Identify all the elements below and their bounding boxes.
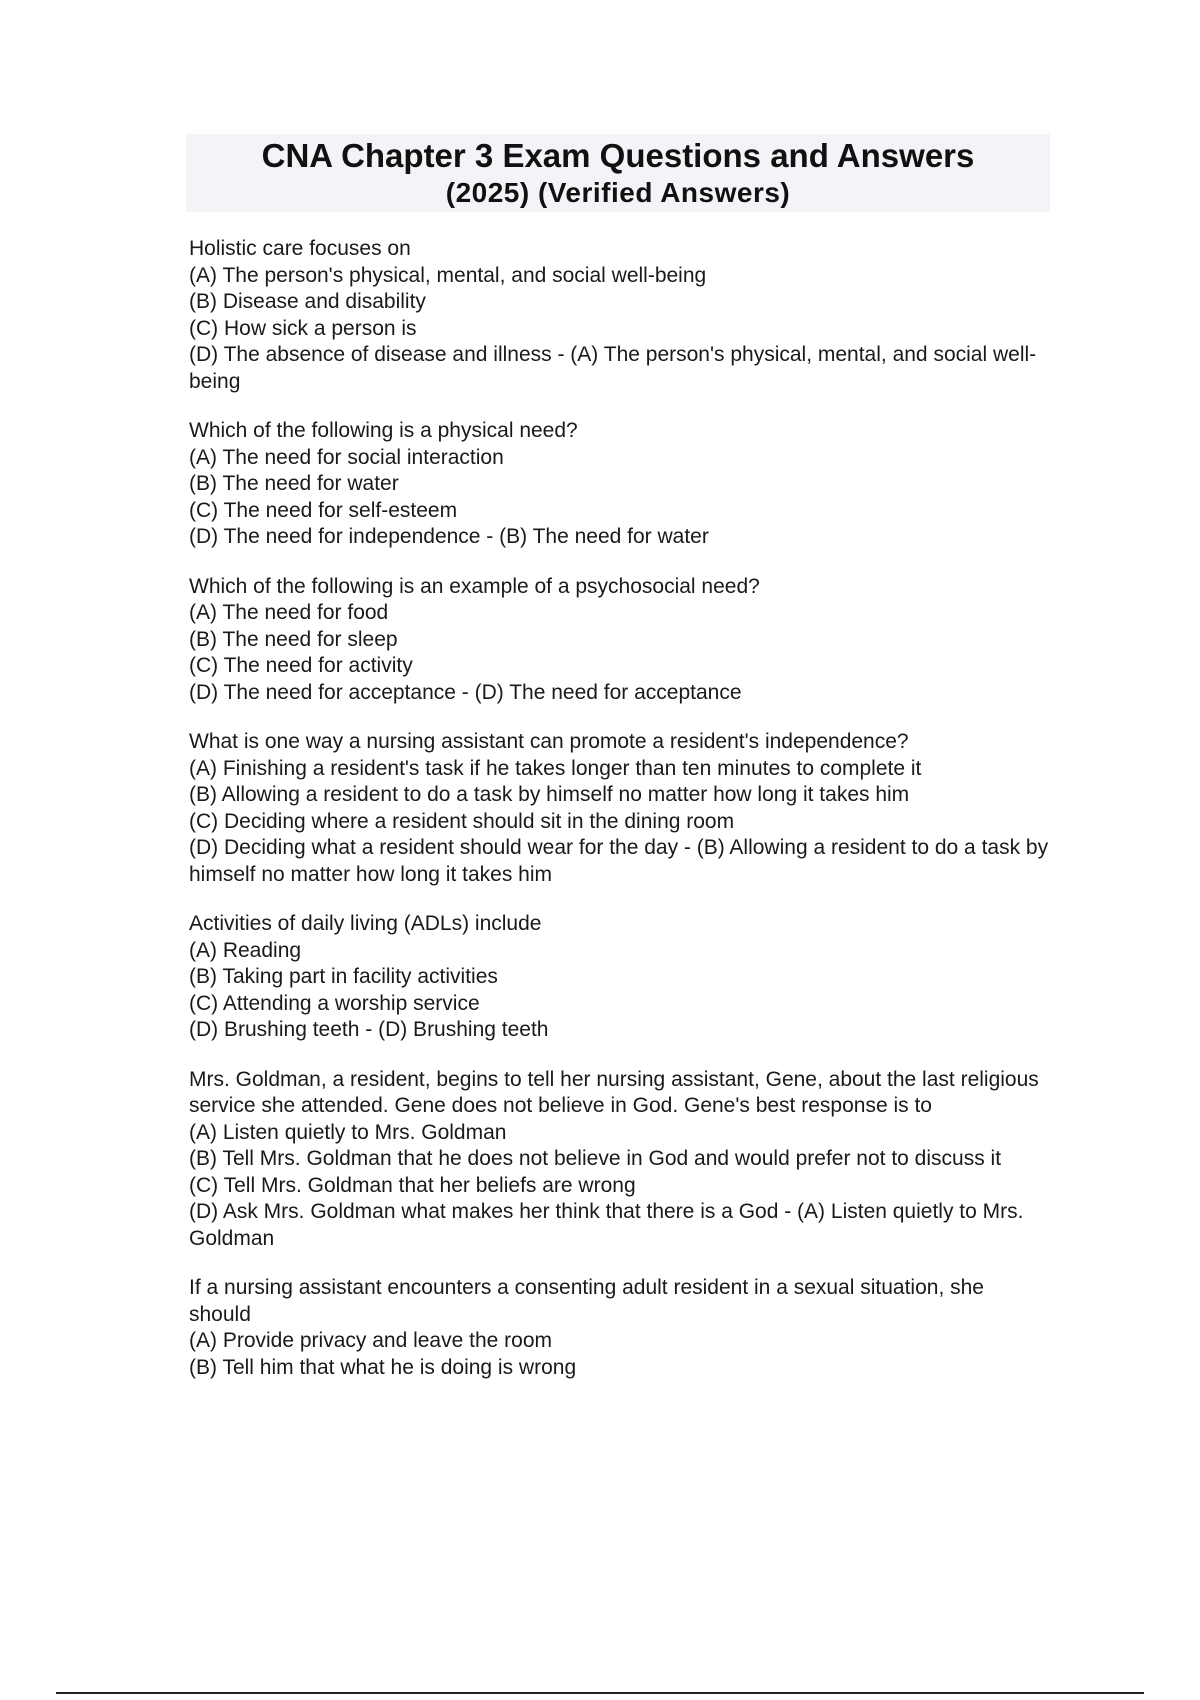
option-d-with-answer: (D) Brushing teeth - (D) Brushing teeth	[189, 1018, 549, 1041]
option-a: (A) The person's physical, mental, and social well-being	[189, 263, 707, 287]
document-subtitle: (2025) (Verified Answers)	[445, 177, 791, 208]
question-list	[189, 236, 1054, 1404]
option-c: (C) Tell Mrs. Goldman that her beliefs are wrong	[189, 1173, 636, 1197]
question-block	[189, 1067, 1049, 1253]
question-block	[189, 911, 1049, 1044]
question-text: Which of the following is an example of a psychosocial need?	[189, 574, 760, 598]
question-text: Which of the following is a physical need?	[189, 419, 578, 442]
option-d-with-answer: (D) The absence of disease and illness - (A) The person's physical, mental, and social well-being	[189, 343, 1037, 393]
question-text: Mrs. Goldman, a resident, begins to tell her nursing assistant, Gene, about the last religious service she attended. Gene does not believe in God. Gene's best response is to	[189, 1067, 1045, 1117]
option-b: (B) Disease and disability	[189, 290, 426, 313]
option-b: (B) Allowing a resident to do a task by himself no matter how long it takes him	[189, 783, 910, 806]
option-c: (C) The need for activity	[189, 654, 413, 677]
question-block	[189, 729, 1054, 888]
question-block	[189, 418, 1049, 551]
option-a: (A) Finishing a resident's task if he takes longer than ten minutes to complete it	[189, 756, 922, 780]
option-c: (C) The need for self-esteem	[189, 498, 458, 522]
footer-divider	[56, 1692, 1144, 1694]
option-d-with-answer: (D) Ask Mrs. Goldman what makes her think that there is a God - (A) Listen quietly to Mrs. Goldman	[189, 1200, 1030, 1250]
option-c: (C) Attending a worship service	[189, 991, 480, 1015]
question-block	[189, 236, 1049, 395]
question-text: Holistic care focuses on	[189, 237, 411, 260]
option-b: (B) The need for sleep	[189, 627, 398, 651]
option-a: (A) The need for social interaction	[189, 445, 504, 469]
option-d-with-answer: (D) The need for independence - (B) The need for water	[189, 525, 709, 548]
question-text: Activities of daily living (ADLs) include	[189, 912, 542, 935]
document-title-block	[186, 134, 1050, 212]
question-text: What is one way a nursing assistant can promote a resident's independence?	[189, 730, 909, 753]
question-text: If a nursing assistant encounters a consenting adult resident in a sexual situation, she should	[189, 1276, 990, 1326]
document-title: CNA Chapter 3 Exam Questions and Answers	[261, 137, 975, 174]
option-b: (B) Tell Mrs. Goldman that he does not believe in God and would prefer not to discuss it	[189, 1147, 1002, 1170]
option-c: (C) Deciding where a resident should sit in the dining room	[189, 809, 735, 833]
option-b: (B) The need for water	[189, 472, 399, 495]
question-block	[189, 574, 1049, 707]
option-d-with-answer: (D) The need for acceptance - (D) The need for acceptance	[189, 680, 742, 704]
option-b: (B) Taking part in facility activities	[189, 965, 498, 988]
option-d-with-answer: (D) Deciding what a resident should wear for the day - (B) Allowing a resident to do a task by himself no matter how long it takes him	[189, 836, 1054, 886]
option-a: (A) The need for food	[189, 601, 389, 624]
question-block	[189, 1275, 1049, 1381]
option-b: (B) Tell him that what he is doing is wrong	[189, 1355, 577, 1379]
option-a: (A) Reading	[189, 938, 302, 962]
option-c: (C) How sick a person is	[189, 316, 417, 340]
option-a: (A) Provide privacy and leave the room	[189, 1329, 552, 1352]
option-a: (A) Listen quietly to Mrs. Goldman	[189, 1120, 507, 1144]
